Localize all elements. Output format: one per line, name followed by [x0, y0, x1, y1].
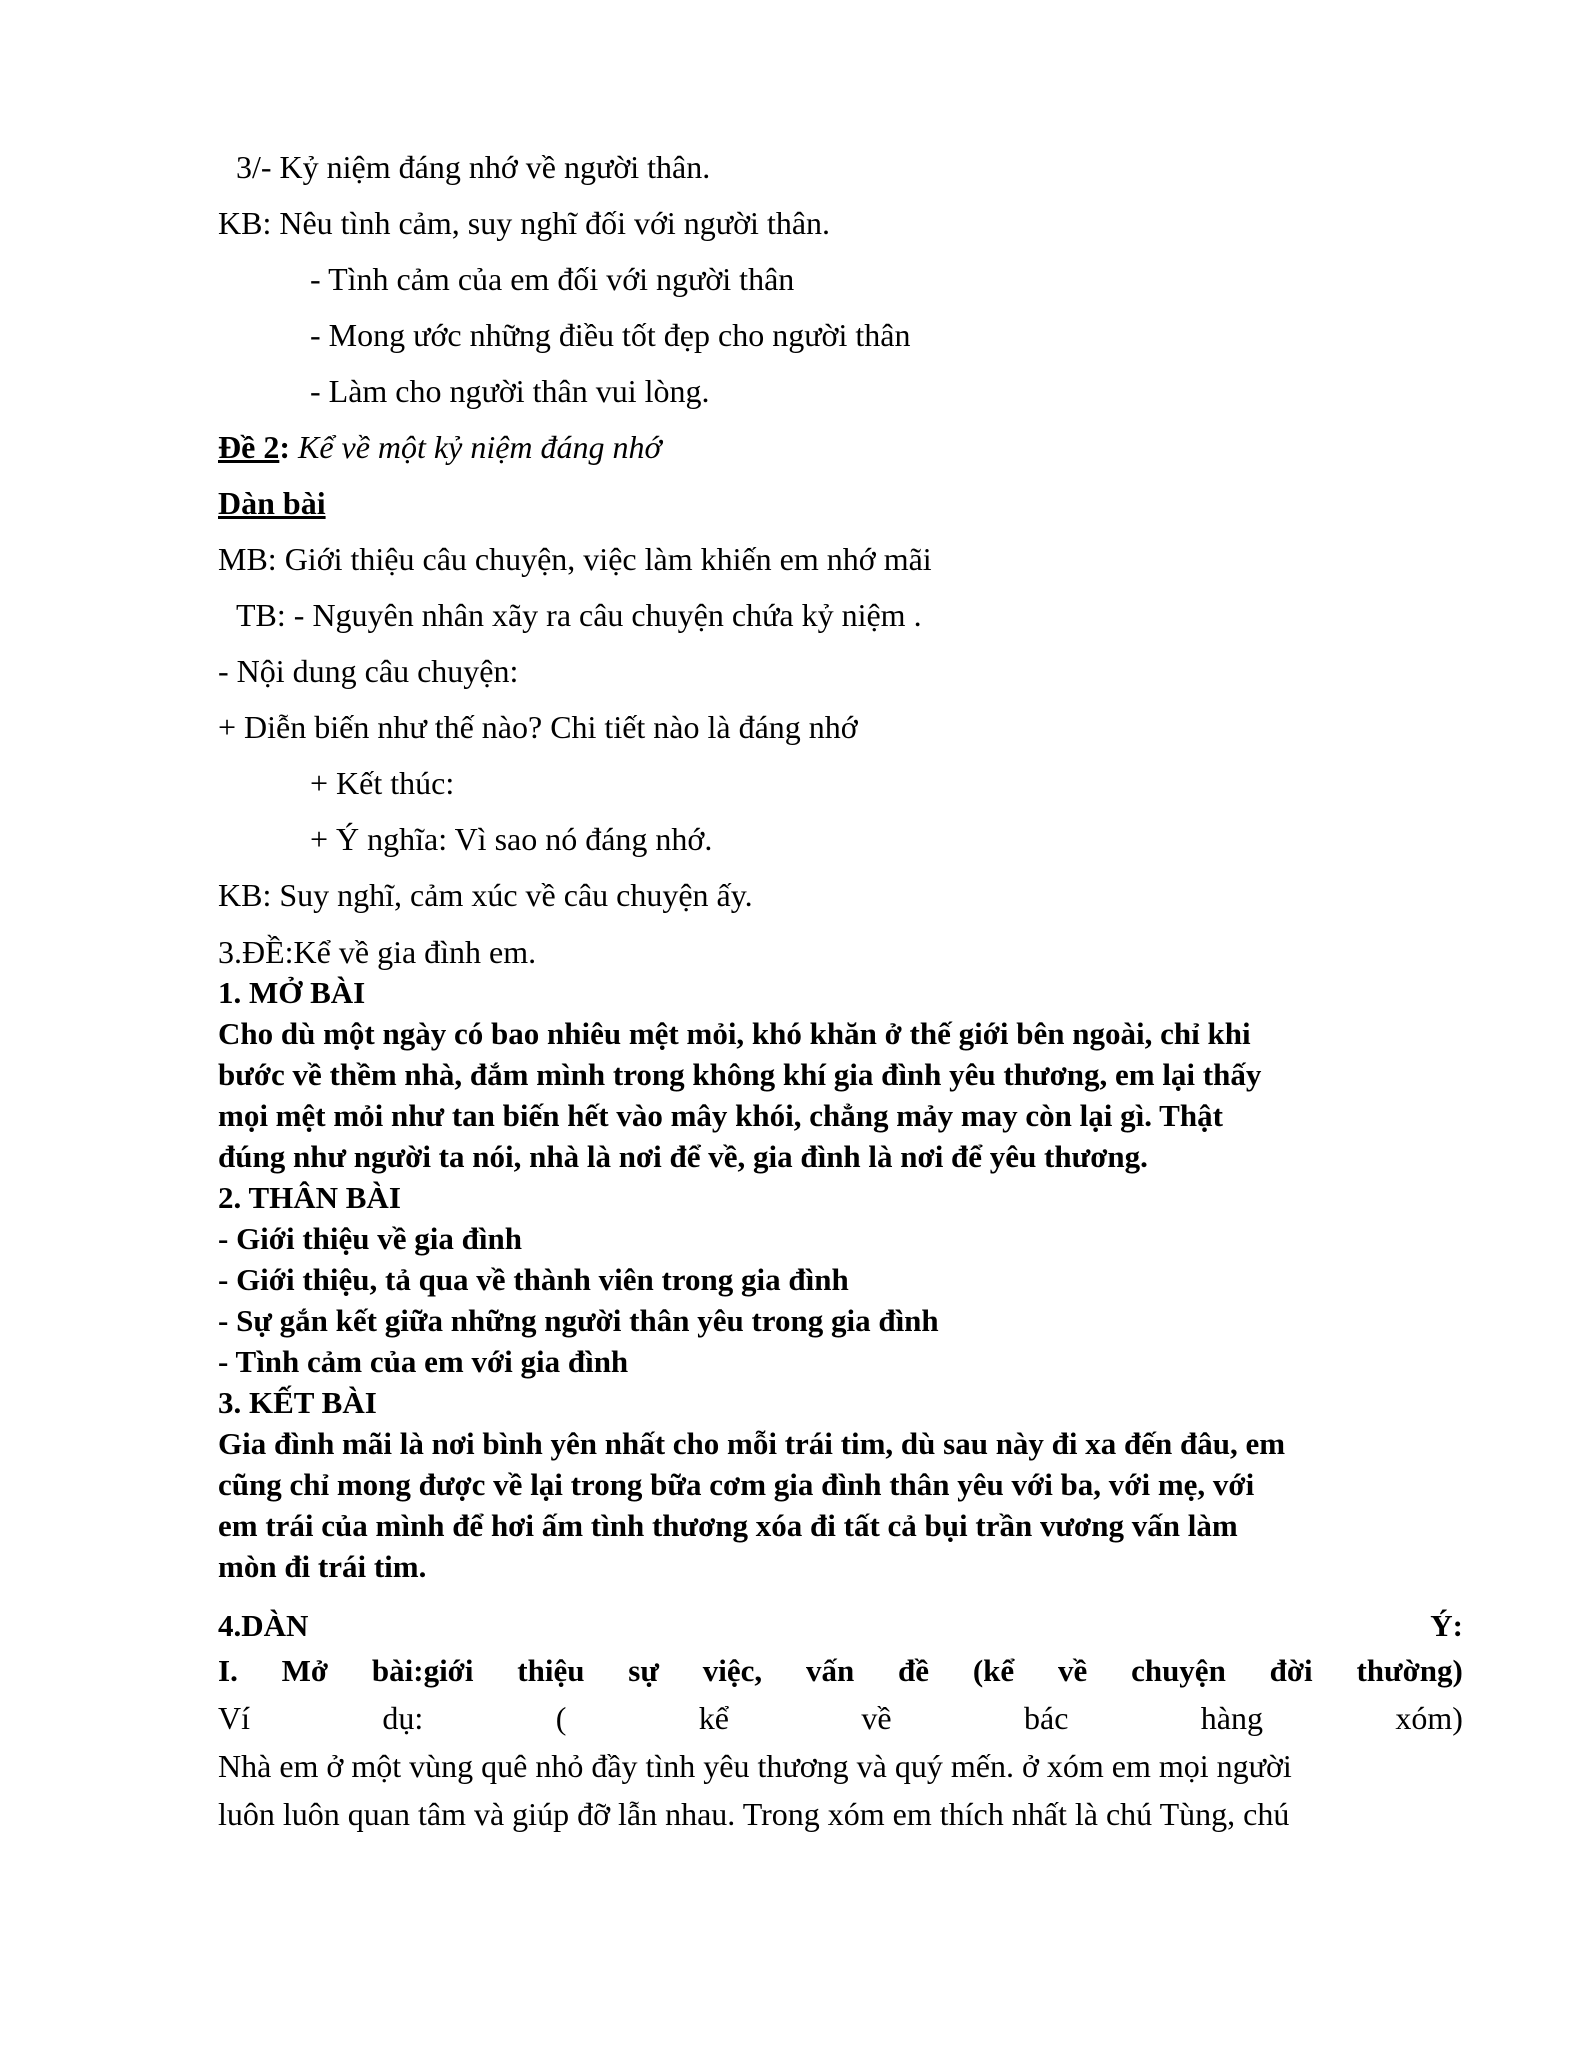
vi-du-word: dụ:: [382, 1700, 424, 1736]
vi-du-word: hàng: [1200, 1700, 1263, 1736]
de4-paragraph-line: luôn luôn quan tâm và giúp đỡ lẫn nhau. Trong xóm em thích nhất là chú Tùng, chú: [218, 1796, 1290, 1832]
ket-bai-line: em trái của mình để hơi ấm tình thương xóa đi tất cả bụi trần vương vấn làm: [218, 1508, 1238, 1543]
mo-bai-word: thiệu: [517, 1653, 585, 1688]
de2-dien-bien: + Diễn biến như thế nào? Chi tiết nào là đáng nhớ: [218, 709, 858, 745]
de2-noi-dung: - Nội dung câu chuyện:: [218, 653, 519, 689]
mo-bai-word: về: [1057, 1653, 1088, 1688]
de4-paragraph-line: Nhà em ở một vùng quê nhỏ đầy tình yêu thương và quý mến. ở xóm em mọi người: [218, 1748, 1292, 1784]
de2-kb: KB: Suy nghĩ, cảm xúc về câu chuyện ấy.: [218, 877, 753, 913]
vi-du-word: (: [555, 1700, 567, 1736]
de2-heading: [218, 428, 1463, 466]
mo-bai-word: đề: [898, 1653, 930, 1688]
mo-bai-heading: 1. MỞ BÀI: [218, 975, 366, 1010]
de4-heading-word: 4.DÀN: [218, 1608, 309, 1643]
vi-du-word: kể: [698, 1700, 729, 1736]
de2-title: Kể về một kỷ niệm đáng nhớ: [297, 429, 662, 465]
mo-bai-word: đời: [1269, 1653, 1313, 1688]
than-bai-item: - Giới thiệu về gia đình: [218, 1221, 522, 1256]
de4-mo-bai-line: [218, 1651, 1463, 1691]
than-bai-heading: 2. THÂN BÀI: [218, 1180, 401, 1215]
vi-du-word: Ví: [218, 1700, 250, 1736]
mo-bai-word: việc,: [702, 1653, 763, 1688]
mo-bai-word: thường): [1356, 1653, 1463, 1688]
kb-item: - Làm cho người thân vui lòng.: [310, 373, 710, 409]
vi-du-word: về: [861, 1700, 892, 1736]
mo-bai-word: (kể: [972, 1653, 1015, 1688]
mo-bai-word: vấn: [805, 1653, 855, 1688]
document-page: [218, 0, 1463, 2048]
mo-bai-line: Cho dù một ngày có bao nhiêu mệt mỏi, khó khăn ở thế giới bên ngoài, chỉ khi: [218, 1016, 1251, 1051]
vi-du-word: bác: [1023, 1700, 1069, 1736]
kb-item: - Mong ước những điều tốt đẹp cho người thân: [310, 317, 911, 353]
mo-bai-word: I.: [218, 1653, 238, 1688]
de2-colon: :: [279, 429, 290, 465]
mo-bai-word: chuyện: [1131, 1653, 1226, 1688]
mo-bai-word: sự: [628, 1653, 659, 1688]
mo-bai-line: đúng như người ta nói, nhà là nơi để về, gia đình là nơi để yêu thương.: [218, 1139, 1148, 1174]
de2-y-nghia: + Ý nghĩa: Vì sao nó đáng nhớ.: [310, 821, 713, 857]
dan-bai-heading: Dàn bài: [218, 485, 326, 521]
de4-heading: [218, 1606, 1463, 1646]
mo-bai-word: bài:giới: [371, 1653, 474, 1688]
de2-mb: MB: Giới thiệu câu chuyện, việc làm khiến em nhớ mãi: [218, 541, 932, 577]
de3-title: 3.ĐỀ:Kể về gia đình em.: [218, 934, 537, 970]
than-bai-item: - Tình cảm của em với gia đình: [218, 1344, 629, 1379]
outline-point-3: 3/- Kỷ niệm đáng nhớ về người thân.: [236, 149, 711, 185]
de2-ket-thuc: + Kết thúc:: [310, 765, 455, 801]
than-bai-item: - Sự gắn kết giữa những người thân yêu trong gia đình: [218, 1303, 939, 1338]
vi-du-word: xóm): [1395, 1700, 1463, 1736]
than-bai-item: - Giới thiệu, tả qua về thành viên trong gia đình: [218, 1262, 849, 1297]
mo-bai-line: bước về thềm nhà, đắm mình trong không khí gia đình yêu thương, em lại thấy: [218, 1057, 1262, 1092]
ket-bai-line: cũng chỉ mong được về lại trong bữa cơm gia đình thân yêu với ba, với mẹ, với: [218, 1467, 1255, 1502]
de2-tb: TB: - Nguyên nhân xãy ra câu chuyện chứa kỷ niệm .: [236, 597, 922, 633]
de4-heading-word: Ý:: [1430, 1608, 1463, 1643]
ket-bai-line: mòn đi trái tim.: [218, 1549, 427, 1584]
ket-bai-line: Gia đình mãi là nơi bình yên nhất cho mỗi trái tim, dù sau này đi xa đến đâu, em: [218, 1426, 1286, 1461]
mo-bai-line: mọi mệt mỏi như tan biến hết vào mây khói, chẳng mảy may còn lại gì. Thật: [218, 1098, 1223, 1133]
mo-bai-word: Mở: [281, 1653, 329, 1688]
ket-bai-heading: 3. KẾT BÀI: [218, 1385, 377, 1420]
de4-vi-du-line: [218, 1699, 1463, 1737]
kb-item: - Tình cảm của em đối với người thân: [310, 261, 795, 297]
de2-label: Đề 2: [218, 429, 280, 465]
outline-kb: KB: Nêu tình cảm, suy nghĩ đối với người thân.: [218, 205, 831, 241]
